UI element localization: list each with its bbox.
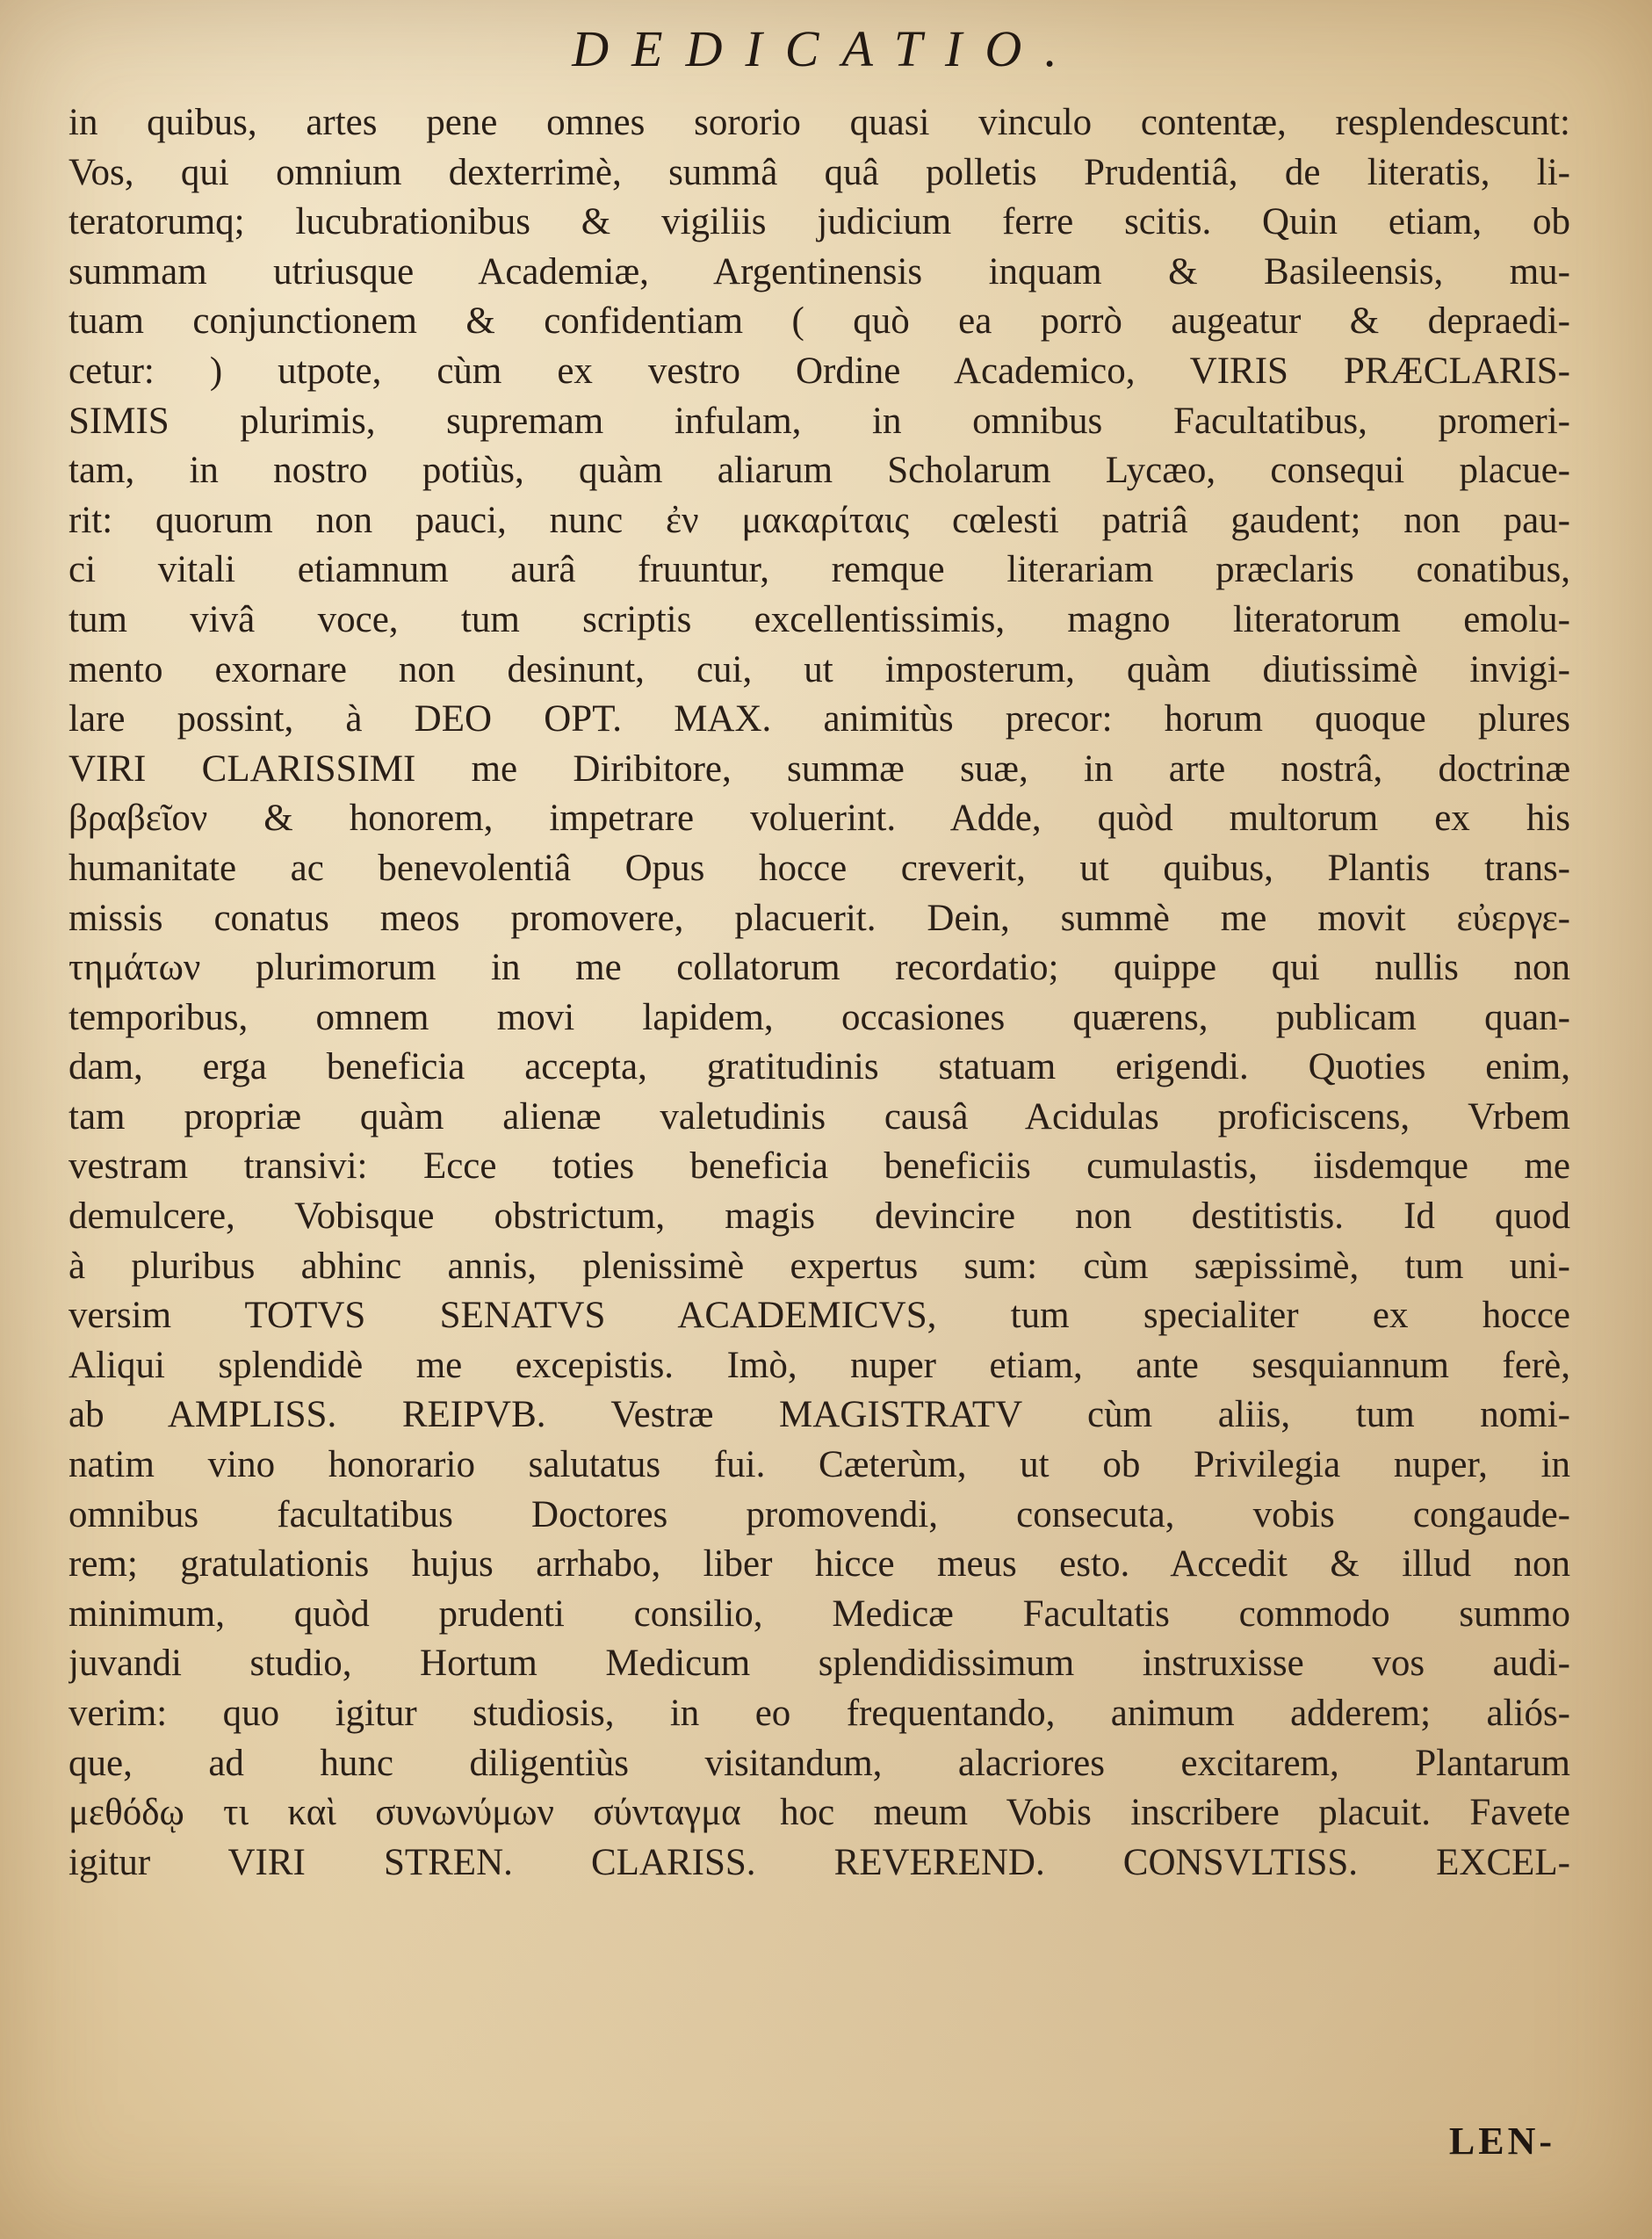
text-line: summam utriusque Academiæ, Argentinensis inquam & Basileensis, mu- bbox=[69, 250, 1570, 293]
text-line: humanitate ac benevolentiâ Opus hocce creverit, ut quibus, Plantis trans- bbox=[69, 847, 1570, 889]
text-line: teratorumq; lucubrationibus & vigiliis judicium ferre scitis. Quin etiam, ob bbox=[69, 201, 1570, 243]
text-line: Aliqui splendidè me excepistis. Imò, nuper etiam, ante sesquiannum ferè, bbox=[69, 1344, 1570, 1386]
catchword: LEN- bbox=[1448, 2120, 1555, 2163]
text-line: μεθόδῳ τι καὶ συνωνύμων σύνταγμα hoc meum Vobis inscribere placuit. Favete bbox=[69, 1792, 1570, 1834]
text-line: τημάτων plurimorum in me collatorum recordatio; quippe qui nullis non bbox=[69, 947, 1570, 989]
text-line: tuam conjunctionem & confidentiam ( quò ea porrò augeatur & depraedi- bbox=[69, 300, 1570, 343]
text-line: que, ad hunc diligentiùs visitandum, alacriores excitarem, Plantarum bbox=[69, 1742, 1570, 1784]
text-line: versim TOTVS SENATVS ACADEMICVS, tum specialiter ex hocce bbox=[69, 1295, 1570, 1337]
text-line: lare possint, à DEO OPT. MAX. animitùs precor: horum quoque plures bbox=[69, 698, 1570, 740]
text-line: tam, in nostro potiùs, quàm aliarum Scholarum Lycæo, consequi placue- bbox=[69, 450, 1570, 492]
text-line: omnibus facultatibus Doctores promovendi, consecuta, vobis congaude- bbox=[69, 1493, 1570, 1535]
running-head: DEDICATIO. bbox=[572, 20, 1080, 77]
text-line: Vos, qui omnium dexterrimè, summâ quâ polletis Prudentiâ, de literatis, li- bbox=[69, 151, 1570, 193]
text-line: demulcere, Vobisque obstrictum, magis devincire non destitistis. Id quod bbox=[69, 1195, 1570, 1238]
dedication-text bbox=[69, 98, 1570, 1888]
text-line: verim: quo igitur studiosis, in eo frequentando, animum adderem; aliós- bbox=[69, 1693, 1570, 1734]
text-line: tam propriæ quàm alienæ valetudinis causâ Acidulas proficiscens, Vrbem bbox=[69, 1095, 1570, 1138]
text-line: ab AMPLISS. REIPVB. Vestræ MAGISTRATV cùm aliis, tum nomi- bbox=[69, 1394, 1570, 1436]
text-line: minimum, quòd prudenti consilio, Medicæ Facultatis commodo summo bbox=[69, 1593, 1570, 1635]
text-line: rit: quorum non pauci, nunc ἐν μακαρίταις cœlesti patriâ gaudent; non pau- bbox=[69, 499, 1570, 541]
text-line: SIMIS plurimis, supremam infulam, in omnibus Facultatibus, promeri- bbox=[69, 400, 1570, 442]
text-line: cetur: ) utpote, cùm ex vestro Ordine Academico, VIRIS PRÆCLARIS- bbox=[69, 350, 1570, 392]
text-line: temporibus, omnem movi lapidem, occasiones quærens, publicam quan- bbox=[69, 996, 1570, 1038]
text-line: juvandi studio, Hortum Medicum splendidissimum instruxisse vos audi- bbox=[69, 1643, 1570, 1685]
text-line: igitur VIRI STREN. CLARISS. REVEREND. CONSVLTISS. EXCEL- bbox=[69, 1841, 1570, 1883]
text-line: ci vitali etiamnum aurâ fruuntur, remque literariam præclaris conatibus, bbox=[69, 549, 1570, 591]
text-line: natim vino honorario salutatus fui. Cæterùm, ut ob Privilegia nuper, in bbox=[69, 1444, 1570, 1486]
text-line: dam, erga beneficia accepta, gratitudinis statuam erigendi. Quoties enim, bbox=[69, 1046, 1570, 1088]
text-line: missis conatus meos promovere, placuerit. Dein, summè me movit εὐεργε- bbox=[69, 897, 1570, 939]
text-line: βραβεῖον & honorem, impetrare voluerint. Adde, quòd multorum ex his bbox=[69, 798, 1570, 840]
text-line: in quibus, artes pene omnes sororio quasi vinculo contentæ, resplendescunt: bbox=[69, 102, 1570, 143]
text-line: vestram transivi: Ecce toties beneficia beneficiis cumulastis, iisdemque me bbox=[69, 1145, 1570, 1188]
text-line: VIRI CLARISSIMI me Diribitore, summæ suæ, in arte nostrâ, doctrinæ bbox=[69, 748, 1570, 790]
text-line: mento exornare non desinunt, cui, ut imposterum, quàm diutissimè invigi- bbox=[69, 648, 1570, 690]
text-line: tum vivâ voce, tum scriptis excellentissimis, magno literatorum emolu- bbox=[69, 598, 1570, 640]
text-line: rem; gratulationis hujus arrhabo, liber hicce meus esto. Accedit & illud non bbox=[69, 1543, 1570, 1585]
text-line: à pluribus abhinc annis, plenissimè expertus sum: cùm sæpissimè, tum uni- bbox=[69, 1245, 1570, 1287]
